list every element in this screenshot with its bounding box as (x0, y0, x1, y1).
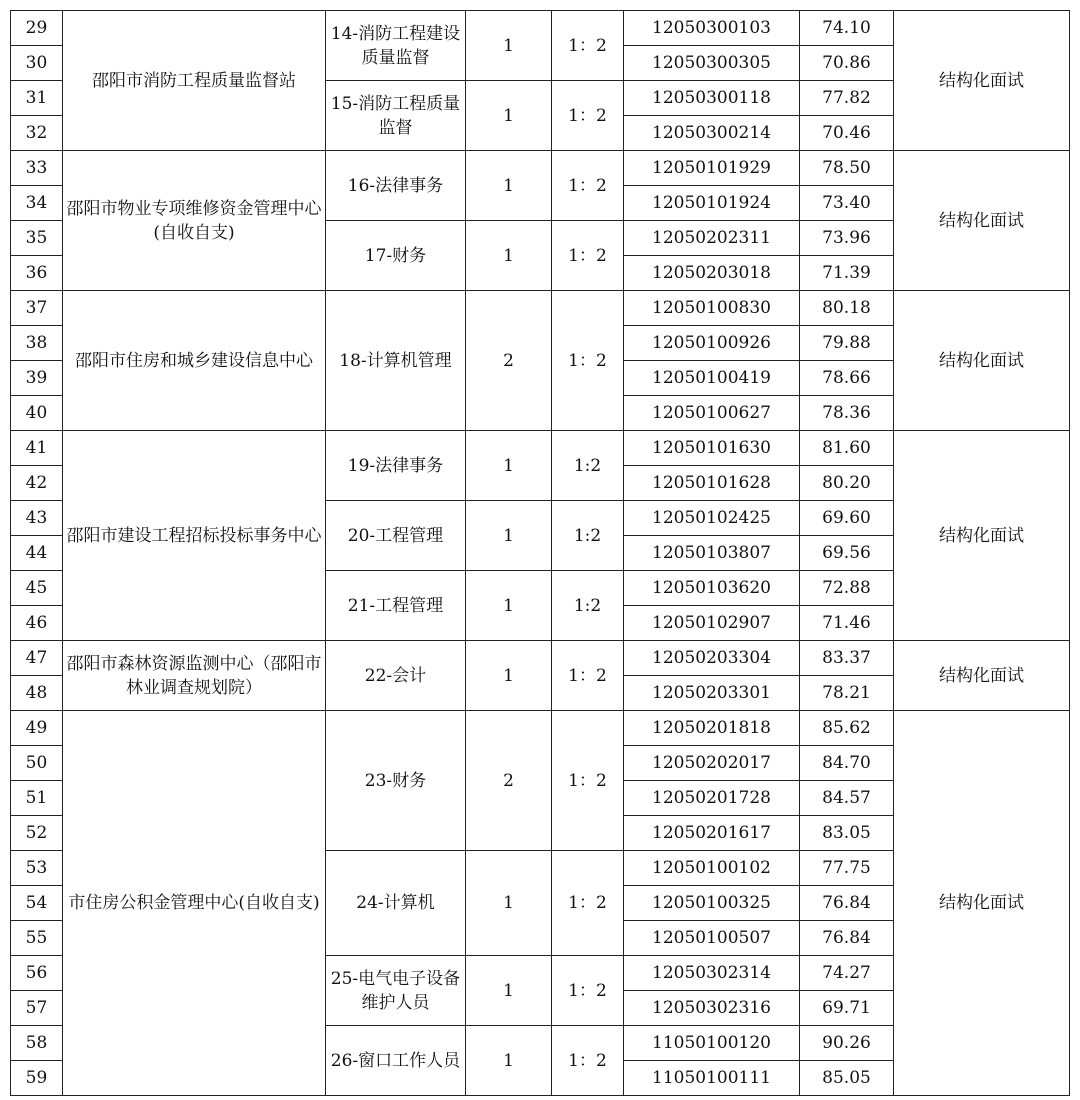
exam-id: 12050203301 (624, 676, 800, 711)
table-row (11, 151, 1070, 186)
table-row (11, 641, 1070, 676)
position-name: 18-计算机管理 (326, 291, 466, 431)
exam-score: 83.05 (800, 816, 894, 851)
row-number: 31 (11, 81, 63, 116)
organization-name: 邵阳市消防工程质量监督站 (63, 11, 326, 151)
exam-id: 12050101630 (624, 431, 800, 466)
row-number: 45 (11, 571, 63, 606)
exam-score: 70.46 (800, 116, 894, 151)
row-number: 59 (11, 1061, 63, 1096)
exam-score: 69.60 (800, 501, 894, 536)
exam-id: 12050201818 (624, 711, 800, 746)
interview-ratio: 1：2 (552, 851, 624, 956)
exam-score: 74.10 (800, 11, 894, 46)
interview-method: 结构化面试 (894, 11, 1070, 151)
exam-score: 78.36 (800, 396, 894, 431)
exam-score: 81.60 (800, 431, 894, 466)
exam-score: 77.82 (800, 81, 894, 116)
exam-score: 72.88 (800, 571, 894, 606)
quota-count: 1 (466, 851, 552, 956)
position-name: 21-工程管理 (326, 571, 466, 641)
exam-id: 11050100120 (624, 1026, 800, 1061)
row-number: 53 (11, 851, 63, 886)
exam-id: 12050103620 (624, 571, 800, 606)
interview-method: 结构化面试 (894, 431, 1070, 641)
exam-score: 78.50 (800, 151, 894, 186)
position-name: 17-财务 (326, 221, 466, 291)
exam-id: 12050103807 (624, 536, 800, 571)
results-table (10, 10, 1070, 1096)
quota-count: 1 (466, 571, 552, 641)
interview-ratio: 1:2 (552, 431, 624, 501)
organization-name: 邵阳市建设工程招标投标事务中心 (63, 431, 326, 641)
row-number: 42 (11, 466, 63, 501)
row-number: 49 (11, 711, 63, 746)
exam-id: 12050100102 (624, 851, 800, 886)
row-number: 55 (11, 921, 63, 956)
exam-score: 85.05 (800, 1061, 894, 1096)
exam-id: 12050100627 (624, 396, 800, 431)
exam-id: 12050101924 (624, 186, 800, 221)
row-number: 57 (11, 991, 63, 1026)
position-name: 20-工程管理 (326, 501, 466, 571)
exam-id: 12050100507 (624, 921, 800, 956)
quota-count: 1 (466, 151, 552, 221)
row-number: 34 (11, 186, 63, 221)
interview-ratio: 1：2 (552, 291, 624, 431)
position-name: 16-法律事务 (326, 151, 466, 221)
interview-ratio: 1：2 (552, 81, 624, 151)
exam-id: 12050202017 (624, 746, 800, 781)
row-number: 44 (11, 536, 63, 571)
exam-id: 12050101628 (624, 466, 800, 501)
quota-count: 1 (466, 641, 552, 711)
table-row (11, 291, 1070, 326)
exam-score: 69.71 (800, 991, 894, 1026)
exam-score: 85.62 (800, 711, 894, 746)
exam-score: 74.27 (800, 956, 894, 991)
exam-score: 84.57 (800, 781, 894, 816)
row-number: 47 (11, 641, 63, 676)
interview-ratio: 1:2 (552, 571, 624, 641)
quota-count: 2 (466, 291, 552, 431)
interview-method: 结构化面试 (894, 711, 1070, 1096)
organization-name: 邵阳市森林资源监测中心（邵阳市林业调查规划院） (63, 641, 326, 711)
interview-ratio: 1：2 (552, 11, 624, 81)
exam-score: 76.84 (800, 921, 894, 956)
position-name: 26-窗口工作人员 (326, 1026, 466, 1096)
exam-score: 69.56 (800, 536, 894, 571)
exam-score: 76.84 (800, 886, 894, 921)
exam-score: 79.88 (800, 326, 894, 361)
quota-count: 1 (466, 431, 552, 501)
exam-id: 12050202311 (624, 221, 800, 256)
exam-score: 77.75 (800, 851, 894, 886)
interview-method: 结构化面试 (894, 151, 1070, 291)
position-name: 14-消防工程建设质量监督 (326, 11, 466, 81)
quota-count: 1 (466, 221, 552, 291)
row-number: 46 (11, 606, 63, 641)
quota-count: 1 (466, 501, 552, 571)
row-number: 51 (11, 781, 63, 816)
exam-id: 11050100111 (624, 1061, 800, 1096)
organization-name: 市住房公积金管理中心(自收自支) (63, 711, 326, 1096)
table-row (11, 431, 1070, 466)
quota-count: 1 (466, 956, 552, 1026)
row-number: 29 (11, 11, 63, 46)
row-number: 56 (11, 956, 63, 991)
exam-id: 12050100325 (624, 886, 800, 921)
exam-id: 12050302316 (624, 991, 800, 1026)
interview-ratio: 1：2 (552, 1026, 624, 1096)
organization-name: 邵阳市住房和城乡建设信息中心 (63, 291, 326, 431)
exam-score: 80.20 (800, 466, 894, 501)
row-number: 54 (11, 886, 63, 921)
interview-method: 结构化面试 (894, 291, 1070, 431)
position-name: 19-法律事务 (326, 431, 466, 501)
exam-score: 78.21 (800, 676, 894, 711)
position-name: 24-计算机 (326, 851, 466, 956)
exam-id: 12050300118 (624, 81, 800, 116)
interview-method: 结构化面试 (894, 641, 1070, 711)
row-number: 50 (11, 746, 63, 781)
exam-score: 71.39 (800, 256, 894, 291)
row-number: 43 (11, 501, 63, 536)
row-number: 58 (11, 1026, 63, 1061)
quota-count: 2 (466, 711, 552, 851)
row-number: 37 (11, 291, 63, 326)
exam-id: 12050100926 (624, 326, 800, 361)
exam-id: 12050300305 (624, 46, 800, 81)
position-name: 22-会计 (326, 641, 466, 711)
table-body (11, 11, 1070, 1096)
position-name: 23-财务 (326, 711, 466, 851)
row-number: 40 (11, 396, 63, 431)
exam-id: 12050201728 (624, 781, 800, 816)
quota-count: 1 (466, 11, 552, 81)
interview-ratio: 1：2 (552, 711, 624, 851)
position-name: 15-消防工程质量监督 (326, 81, 466, 151)
row-number: 41 (11, 431, 63, 466)
exam-score: 90.26 (800, 1026, 894, 1061)
exam-score: 84.70 (800, 746, 894, 781)
exam-id: 12050300103 (624, 11, 800, 46)
interview-ratio: 1：2 (552, 641, 624, 711)
exam-id: 12050203018 (624, 256, 800, 291)
exam-score: 70.86 (800, 46, 894, 81)
exam-score: 73.40 (800, 186, 894, 221)
row-number: 30 (11, 46, 63, 81)
row-number: 36 (11, 256, 63, 291)
organization-name: 邵阳市物业专项维修资金管理中心(自收自支) (63, 151, 326, 291)
exam-score: 80.18 (800, 291, 894, 326)
exam-id: 12050102425 (624, 501, 800, 536)
row-number: 32 (11, 116, 63, 151)
table-row (11, 11, 1070, 46)
exam-score: 73.96 (800, 221, 894, 256)
exam-id: 12050302314 (624, 956, 800, 991)
exam-score: 83.37 (800, 641, 894, 676)
row-number: 39 (11, 361, 63, 396)
quota-count: 1 (466, 81, 552, 151)
exam-score: 78.66 (800, 361, 894, 396)
row-number: 35 (11, 221, 63, 256)
interview-ratio: 1：2 (552, 221, 624, 291)
exam-score: 71.46 (800, 606, 894, 641)
exam-id: 12050201617 (624, 816, 800, 851)
interview-ratio: 1：2 (552, 151, 624, 221)
exam-id: 12050300214 (624, 116, 800, 151)
exam-id: 12050203304 (624, 641, 800, 676)
row-number: 38 (11, 326, 63, 361)
row-number: 52 (11, 816, 63, 851)
exam-id: 12050100830 (624, 291, 800, 326)
table-row (11, 711, 1070, 746)
quota-count: 1 (466, 1026, 552, 1096)
interview-ratio: 1：2 (552, 956, 624, 1026)
exam-id: 12050101929 (624, 151, 800, 186)
exam-id: 12050100419 (624, 361, 800, 396)
position-name: 25-电气电子设备维护人员 (326, 956, 466, 1026)
row-number: 33 (11, 151, 63, 186)
row-number: 48 (11, 676, 63, 711)
exam-id: 12050102907 (624, 606, 800, 641)
interview-ratio: 1:2 (552, 501, 624, 571)
